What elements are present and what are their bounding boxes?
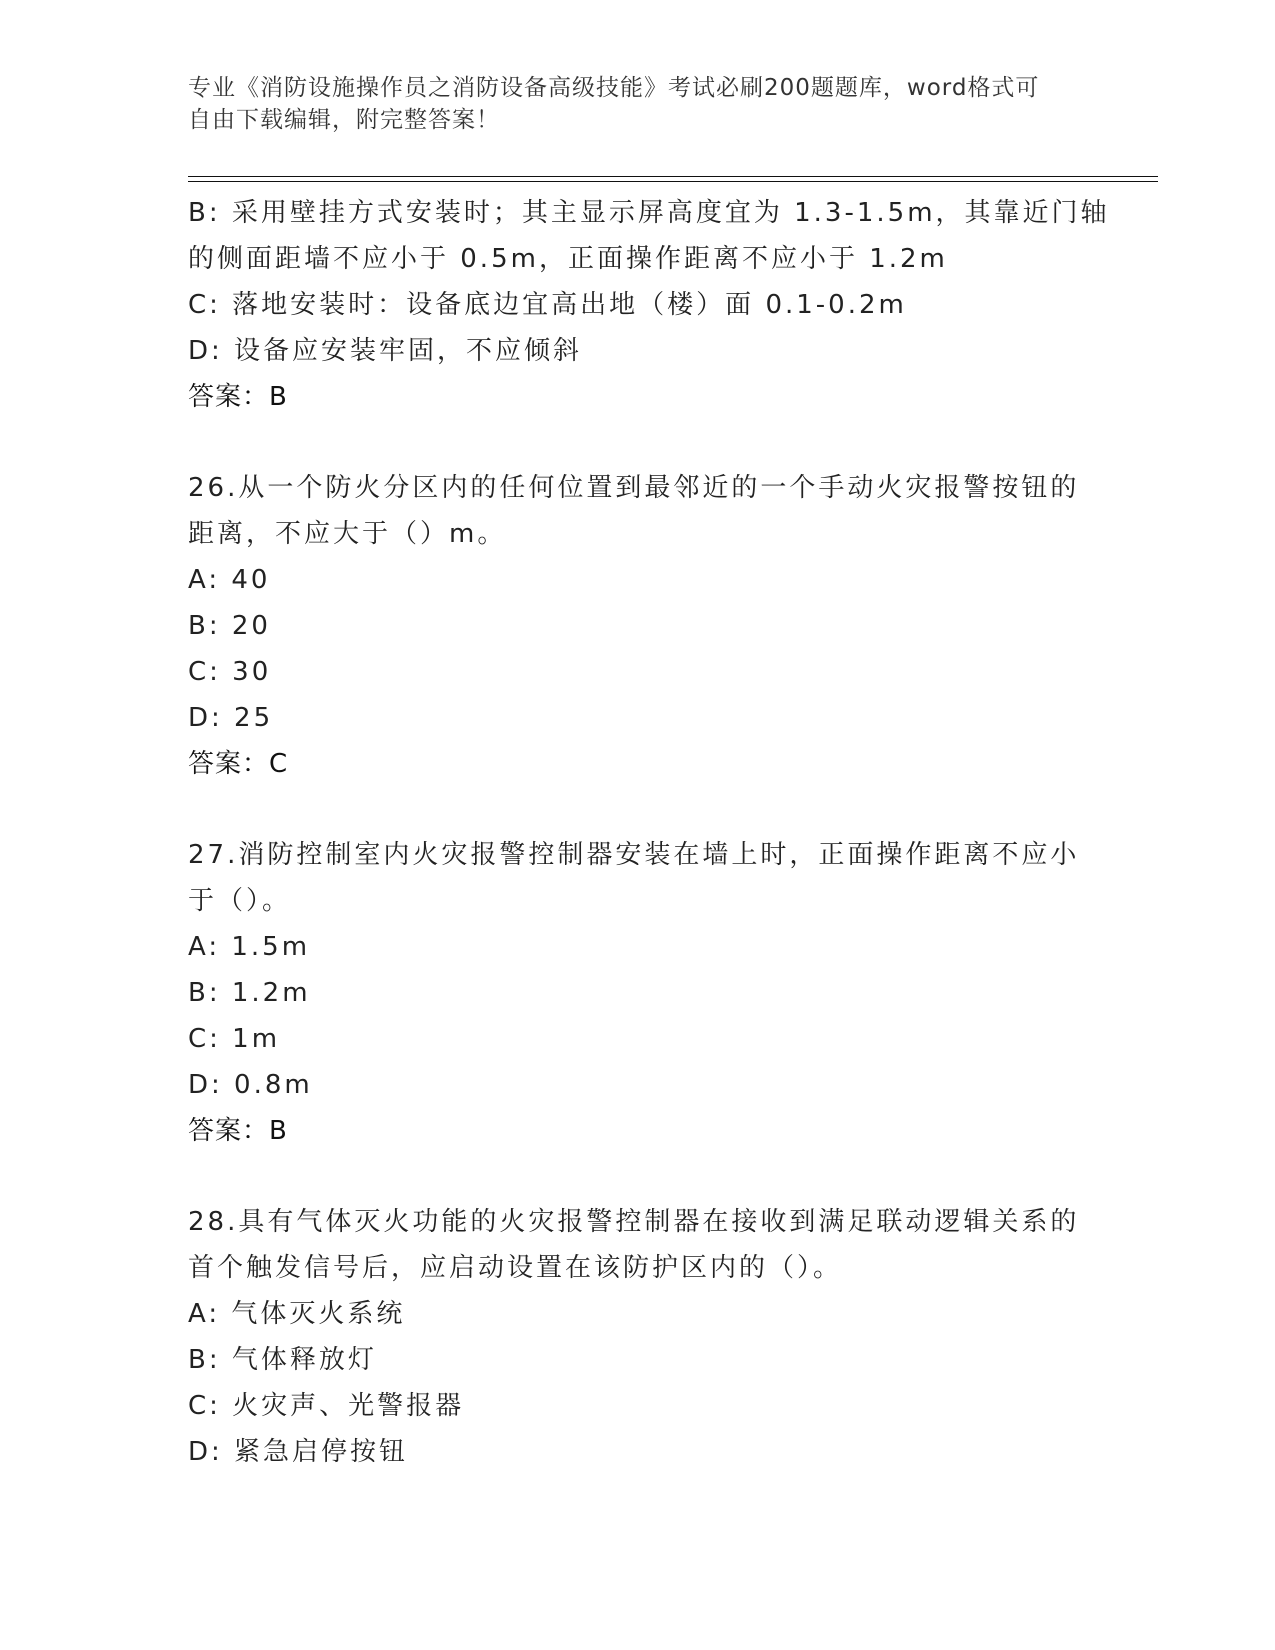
q27-stem-line-2: 于（）。 [188, 886, 292, 916]
question-28-block [188, 1199, 1088, 1475]
q26-option-b: B: 20 [188, 611, 271, 641]
q28-stem-line-1: 28.具有气体灭火功能的火灾报警控制器在接收到满足联动逻辑关系的 [188, 1207, 1080, 1237]
document-header [188, 72, 1088, 136]
header-line-2: 自由下载编辑，附完整答案！ [188, 107, 500, 133]
q26-answer: 答案：C [188, 749, 289, 779]
spacer [188, 787, 1088, 832]
header-line-1: 专业《消防设施操作员之消防设备高级技能》考试必刷200题题库，word格式可 [188, 75, 1040, 101]
question-25-block [188, 190, 1110, 420]
q27-option-c: C: 1m [188, 1024, 281, 1054]
spacer [188, 420, 1088, 465]
q26-option-c: C: 30 [188, 657, 272, 687]
q27-option-a: A: 1.5m [188, 932, 311, 962]
q27-option-d: D: 0.8m [188, 1070, 313, 1100]
header-rule-top [188, 176, 1158, 177]
q28-option-d: D: 紧急启停按钮 [188, 1437, 409, 1467]
q26-stem-line-2: 距离，不应大于（）m。 [188, 519, 507, 549]
question-content [188, 190, 1110, 1475]
header-rule-bottom [188, 181, 1158, 182]
q26-option-a: A: 40 [188, 565, 271, 595]
q27-answer: 答案：B [188, 1116, 288, 1146]
q26-stem-line-1: 26.从一个防火分区内的任何位置到最邻近的一个手动火灾报警按钮的 [188, 473, 1080, 503]
question-26-block [188, 465, 1088, 787]
q28-option-b: B: 气体释放灯 [188, 1345, 377, 1375]
question-27-block [188, 832, 1088, 1154]
q27-stem-line-1: 27.消防控制室内火灾报警控制器安装在墙上时，正面操作距离不应小 [188, 840, 1080, 870]
spacer [188, 1154, 1088, 1199]
q27-option-b: B: 1.2m [188, 978, 311, 1008]
q25-option-c: C: 落地安装时：设备底边宜高出地（楼）面 0.1-0.2m [188, 290, 907, 320]
q25-answer: 答案：B [188, 382, 288, 412]
q25-option-b-line-1: B: 采用壁挂方式安装时；其主显示屏高度宜为 1.3-1.5m，其靠近门轴 [188, 198, 1110, 228]
q25-option-b-line-2: 的侧面距墙不应小于 0.5m，正面操作距离不应小于 1.2m [188, 244, 948, 274]
q28-stem-line-2: 首个触发信号后，应启动设置在该防护区内的（）。 [188, 1253, 843, 1283]
q25-option-d: D: 设备应安装牢固，不应倾斜 [188, 336, 583, 366]
q28-option-c: C: 火灾声、光警报器 [188, 1391, 465, 1421]
q28-option-a: A: 气体灭火系统 [188, 1299, 406, 1329]
q26-option-d: D: 25 [188, 703, 274, 733]
